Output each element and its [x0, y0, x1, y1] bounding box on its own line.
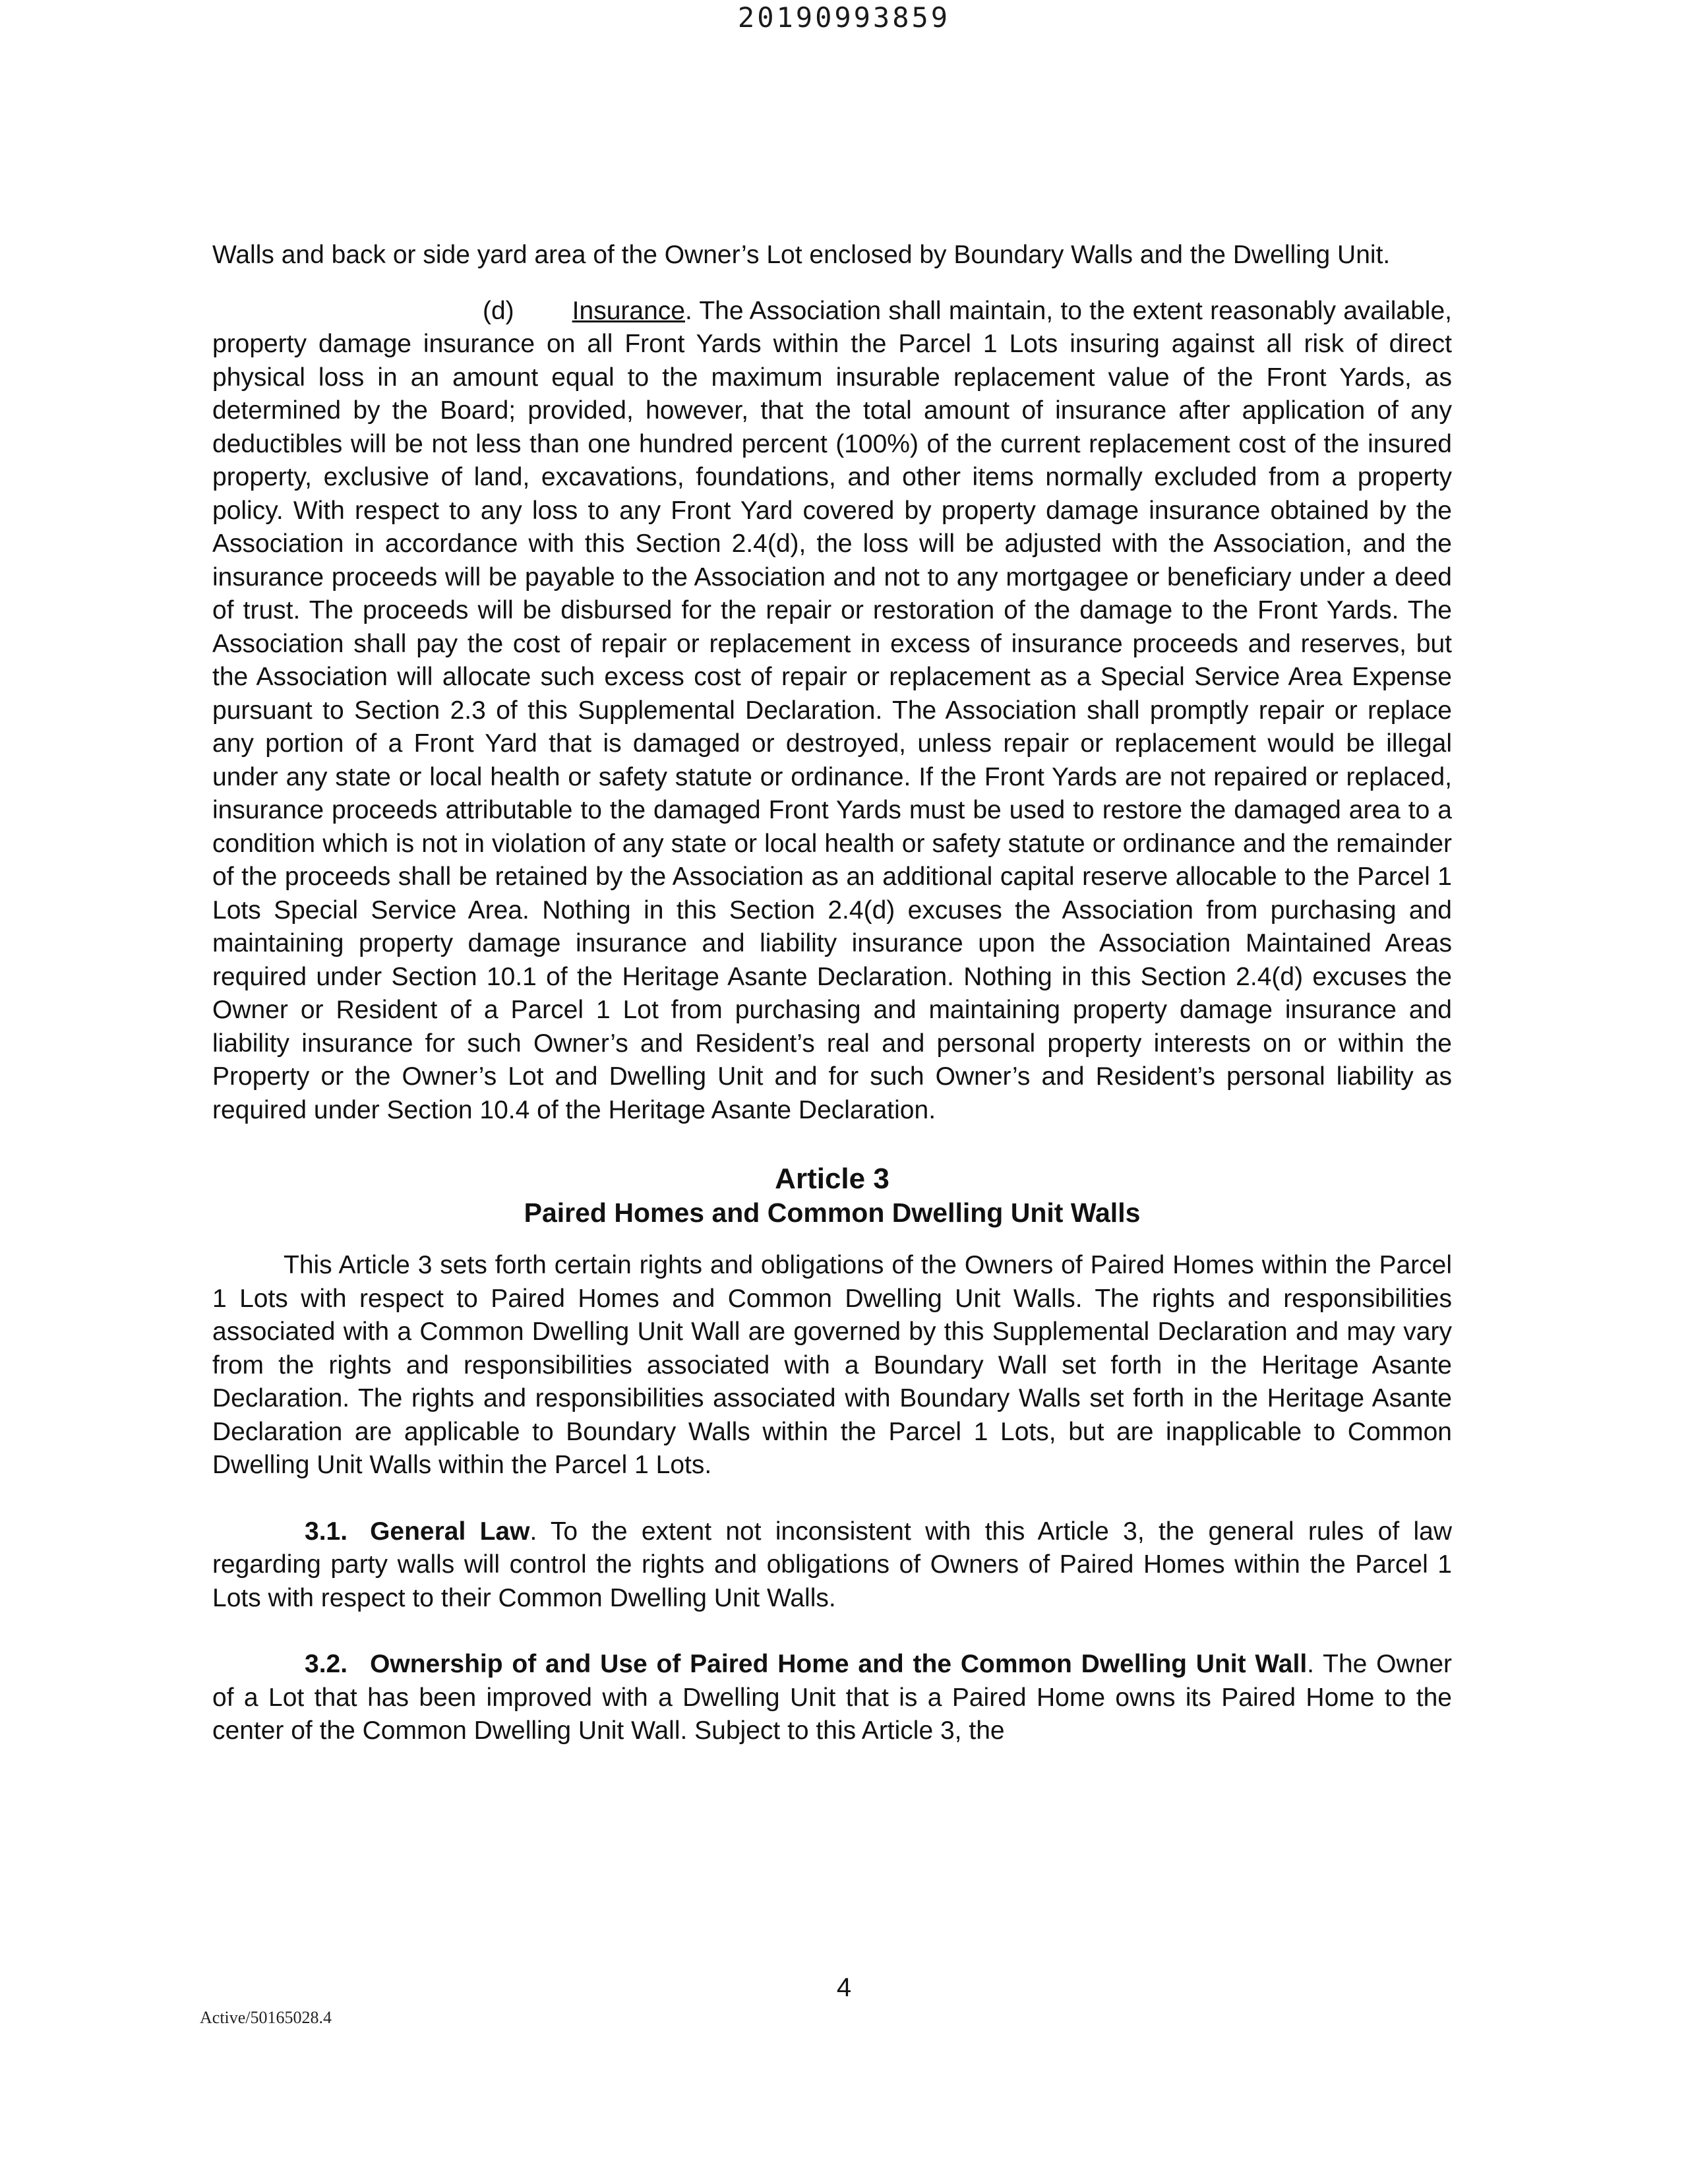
insurance-title: Insurance — [572, 296, 685, 325]
subsection-label: (d) — [483, 296, 514, 325]
section-3-1-text: . To the extent not inconsistent with this Article 3, the general rules of law regarding party walls will control the rights and obligations of Owners of Paired Homes within the Parcel 1 Lots with respect to their Common Dwelling Unit Walls. — [212, 1517, 1452, 1612]
continuation-paragraph: Walls and back or side yard area of the Owner’s Lot enclosed by Boundary Walls and the Dwelling Unit. — [212, 241, 1391, 269]
section-3-2-text: . The Owner of a Lot that has been improved with a Dwelling Unit that is a Paired Home owns its Paired Home to the center of the Common Dwelling Unit Wall. Subject to this Article 3, the — [212, 1650, 1453, 1745]
article-intro-paragraph: This Article 3 sets forth certain rights and obligations of the Owners of Paired Homes within the Parcel 1 Lots with respect to Paired Homes and Common Dwelling Unit Walls. The rights and responsibilities associated with a Common Dwelling Unit Wall are governed by this Supplemental Declaration and may vary from the rights and responsibilities associated with a Boundary Wall set forth in the Heritage Asante Declaration. The rights and responsibilities associated with Boundary Walls set forth in the Heritage Asante Declaration are applicable to Boundary Walls within the Parcel 1 Lots, but are inapplicable to Common Dwelling Unit Walls within the Parcel 1 Lots. — [212, 1251, 1452, 1479]
document-id: Active/50165028.4 — [200, 2008, 332, 2027]
section-3-1-number: 3.1. — [305, 1517, 348, 1546]
section-3-2-number: 3.2. — [305, 1650, 348, 1678]
page-body — [212, 239, 1452, 1748]
article-number: Article 3 — [775, 1163, 889, 1195]
insurance-paragraph — [212, 295, 1452, 1128]
section-3-1-paragraph — [212, 1515, 1452, 1616]
document-number: 20190993859 — [737, 1, 951, 34]
section-3-2-title: Ownership of and Use of Paired Home and the Common Dwelling Unit Wall — [370, 1650, 1308, 1678]
page-number: 4 — [836, 1973, 852, 2002]
section-3-2-paragraph — [212, 1648, 1452, 1748]
article-title: Paired Homes and Common Dwelling Unit Walls — [524, 1197, 1141, 1228]
section-3-1-title: General Law — [370, 1517, 530, 1546]
insurance-text: . The Association shall maintain, to the extent reasonably available, property damage insurance on all Front Yards within the Parcel 1 Lots insuring against all risk of direct physical loss in an amount equal to the maximum insurable replacement value of the Front Yards, as determined by the Board; provided, however, that the total amount of insurance after application of any deductibles will be not less than one hundred percent (100%) of the current replacement cost of the insured property, exclusive of land, excavations, foundations, and other items normally excluded from a property policy. With respect to any loss to any Front Yard covered by property damage insurance obtained by the Association in accordance with this Section 2.4(d), the loss will be adjusted with the Association, and the insurance proceeds will be payable to the Association and not to any mortgagee or beneficiary under a deed of trust. The proceeds will be disbursed for the repair or restoration of the damage to the Front Yards. The Association shall pay the cost of repair or replacement in excess of insurance proceeds and reserves, but the Association will allocate such excess cost of repair or replacement as a Special Service Area Expense pursuant to Section 2.3 of this Supplemental Declaration. The Association shall promptly repair or replace any portion of a Front Yard that is damaged or destroyed, unless repair or replacement would be illegal under any state or local health or safety statute or ordinance. If the Front Yards are not repaired or replaced, insurance proceeds attributable to the damaged Front Yards must be used to restore the damaged area to a condition which is not in violation of any state or local health or safety statute or ordinance and the remainder of the proceeds shall be retained by the Association as an additional capital reserve allocable to the Parcel 1 Lots Special Service Area. Nothing in this Section 2.4(d) excuses the Association from purchasing and maintaining property damage insurance and liability insurance upon the Association Maintained Areas required under Section 10.1 of the Heritage Asante Declaration. Nothing in this Section 2.4(d) excuses the Owner or Resident of a Parcel 1 Lot from purchasing and maintaining property damage insurance and liability insurance for such Owner’s and Resident’s real and personal property interests on or within the Property or the Owner’s Lot and Dwelling Unit and for such Owner’s and Resident’s personal liability as required under Section 10.4 of the Heritage Asante Declaration. — [212, 296, 1452, 1124]
